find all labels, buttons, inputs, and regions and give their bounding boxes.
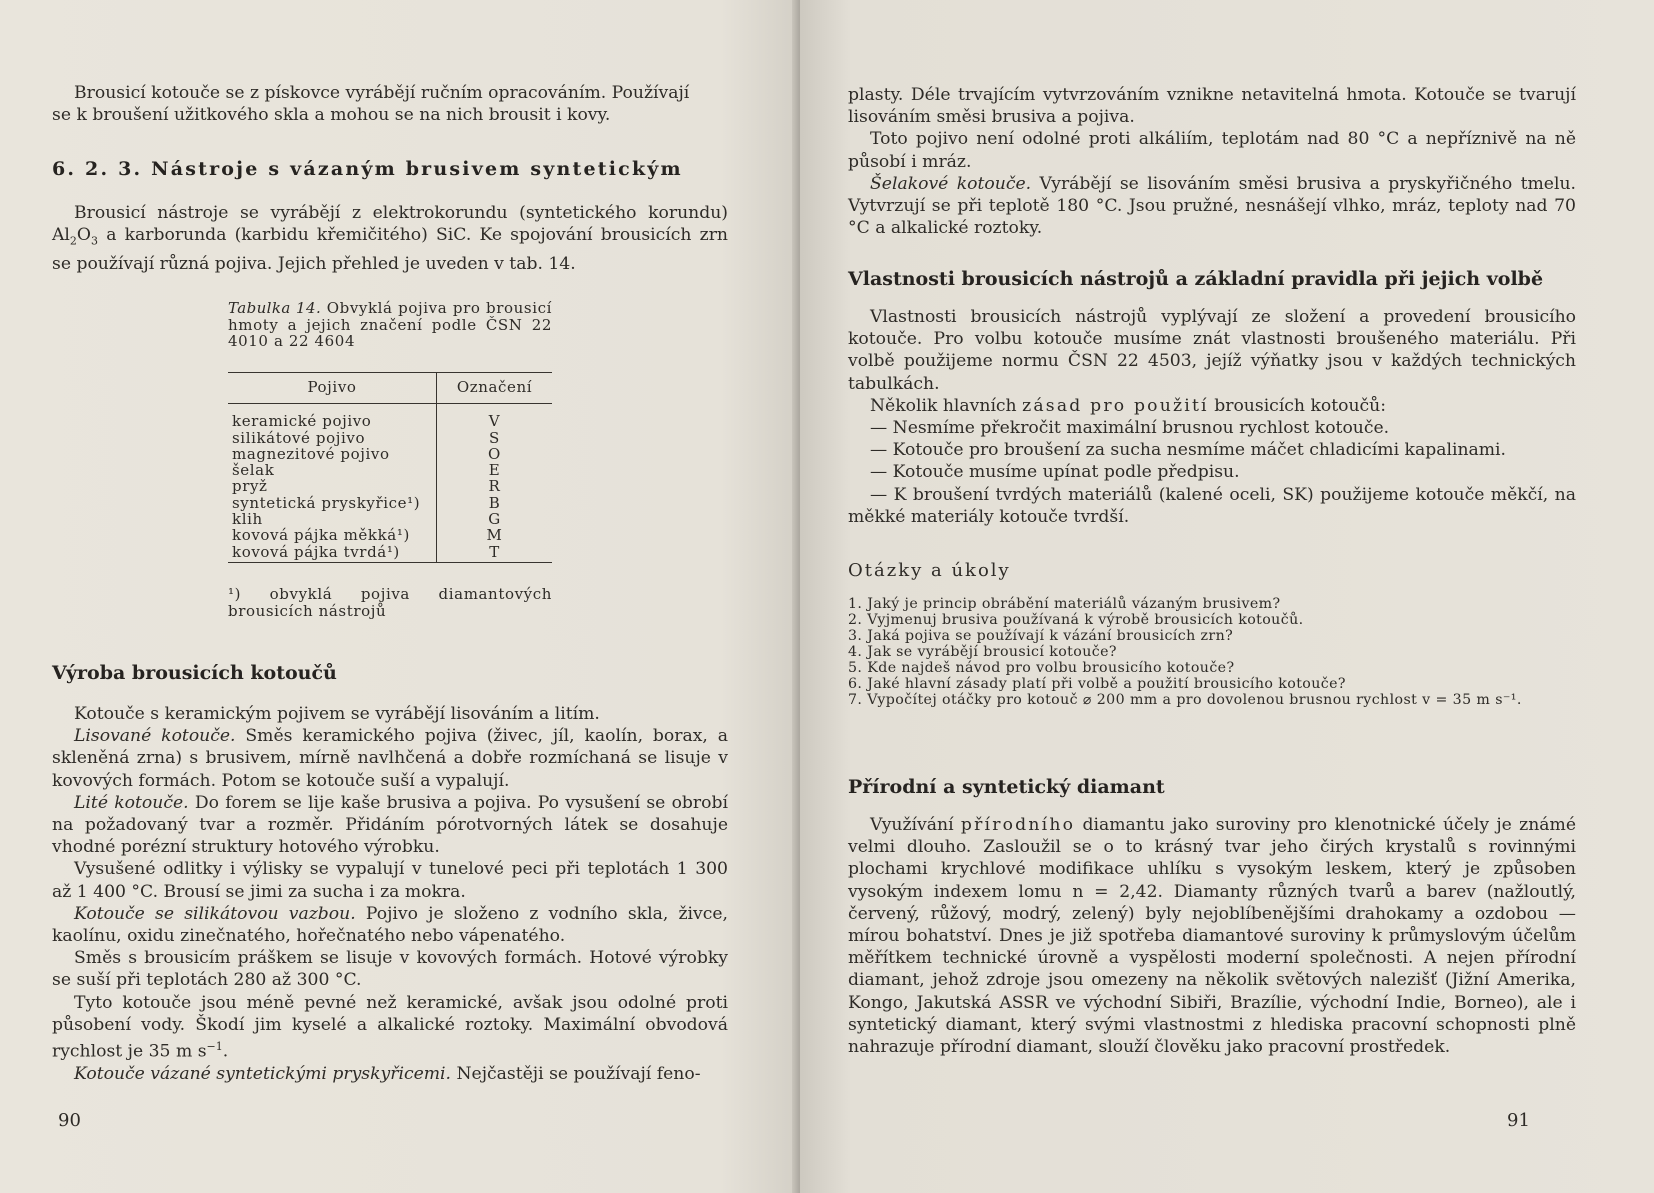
table-row [228, 462, 552, 478]
rule-1: — Nesmíme překročit maximální brusnou rychlost kotouče. [870, 418, 1390, 439]
diamant-title: Přírodní a syntetický diamant [848, 776, 1165, 798]
table-row [228, 404, 552, 430]
intro-line-2: se k broušení užitkového skla a mohou se na nich brousit i kovy. [52, 105, 611, 126]
vlastnosti-paragraph: Vlastnosti brousicích nástrojů vyplývají ze složení a provedení brousicího kotouče. Pro volbu kotouče musíme znát vlastnosti broušeného materiálu. Při volbě použijeme normu ČSN 22 4503, jejíž výňatky jsou v každých technických tabulkách. [848, 307, 1576, 394]
intro-paragraph [52, 82, 728, 126]
col-header-pojivo: Pojivo [228, 373, 437, 404]
vyroba-title: Výroba brousicích kotoučů [52, 662, 337, 684]
diamant-body [848, 814, 1576, 1058]
vysusene-paragraph: Vysušené odlitky i výlisky se vypalují v tunelové peci při teplotách 1 300 až 1 400 °C. Brousí se jimi za sucha i za mokra. [52, 859, 728, 902]
left-page [0, 0, 800, 1193]
cell-pojivo: klih [228, 511, 437, 527]
table-row [228, 544, 552, 563]
cell-znak: E [488, 461, 501, 480]
vyroba-heading-block [52, 662, 728, 684]
table-header-row [228, 373, 552, 404]
cell-pojivo: magnezitové pojivo [228, 446, 437, 462]
silikat-text: Pojivo je složeno z vodního skla, živce, kaolínu, oxidu zinečnatého, hořečnatého nebo vápenatého. [52, 903, 728, 947]
zasady-intro-b: zásad pro použití [1022, 395, 1209, 416]
table-row [228, 511, 552, 527]
table-caption-label: Tabulka 14. [228, 299, 322, 317]
col-header-oznaceni: Označení [437, 373, 553, 404]
table-row [228, 478, 552, 494]
table-row [228, 446, 552, 462]
tyto-text: Tyto kotouče jsou méně pevné než keramické, avšak jsou odolné proti působení vody. Škodí jim kyselé a alkalické roztoky. Maximální obvodová rychlost je 35 m s [52, 992, 728, 1062]
intro-line-1: Brousicí kotouče se z pískovce vyrábějí ručním opracováním. Používají [74, 83, 690, 103]
lite-paragraph [52, 792, 728, 859]
silikat-paragraph [52, 903, 728, 947]
cell-pojivo: syntetická pryskyřice¹) [228, 495, 437, 511]
zasady-intro [848, 395, 1576, 417]
cell-znak: B [488, 493, 501, 512]
formula-o: O [76, 225, 92, 246]
section-para-1: Brousicí nástroje se vyrábějí z elektrokorundu (syntetického korundu) [74, 203, 728, 223]
section-title: 6. 2. 3. Nástroje s vázaným brusivem syntetickým [52, 158, 683, 180]
selak-label: Šelakové kotouče. [870, 173, 1032, 194]
formula-al: Al [52, 225, 70, 246]
lisovane-label: Lisované kotouče. [74, 726, 236, 747]
question-item: 1. Jaký je princip obrábění materiálů vázaným brusivem? [848, 596, 1281, 613]
binders-table [228, 372, 552, 563]
toto-paragraph: Toto pojivo není odolné proti alkáliím, teplotám nad 80 °C a nepříznivě na ně působí i mráz. [848, 129, 1576, 172]
cell-pojivo: šelak [228, 462, 437, 478]
cell-znak: T [437, 544, 553, 563]
cell-znak: R [488, 477, 501, 496]
diamant-heading-block [848, 776, 1576, 798]
table-row [228, 430, 552, 446]
tyto-sup: −1 [206, 1040, 223, 1054]
question-item: 7. Vypočítej otáčky pro kotouč ⌀ 200 mm a pro dovolenou brusnou rychlost v = 35 m s⁻¹. [848, 692, 1522, 709]
synt-paragraph [52, 1063, 728, 1085]
question-item: 2. Vyjmenuj brusiva používaná k výrobě brousicích kotoučů. [848, 612, 1304, 629]
rule-3: — Kotouče musíme upínat podle předpisu. [870, 462, 1240, 483]
questions-list [848, 596, 1576, 708]
rule-4: — K broušení tvrdých materiálů (kalené oceli, SK) použijeme kotouče měkčí, na měkké materiály kotouče tvrdší. [848, 484, 1576, 527]
cell-znak: V [488, 412, 501, 431]
question-item: 4. Jak se vyrábějí brousicí kotouče? [848, 644, 1117, 661]
diamant-paragraph [848, 814, 1576, 1058]
selak-paragraph [848, 173, 1576, 240]
diamant-a: Využívání [870, 815, 954, 835]
cell-znak: M [486, 526, 503, 545]
table-row [228, 495, 552, 511]
tyto-paragraph [52, 992, 728, 1063]
cell-pojivo: keramické pojivo [228, 404, 437, 430]
otazky-title: Otázky a úkoly [848, 560, 1011, 581]
diamant-c: diamantu jako suroviny pro klenotnické účely je známé velmi dlouho. Zasloužil se o to krásný tvar jeho čirých krystalů s rovinnými plochami krychlové modifikace uhlíku s vysokým leskem, který je způsoben vysokým indexem lomu n = 2,42. Diamanty různých tvarů a barev (nažloutlý, červený, růžový, modrý, zelený) byly nejoblíbenějšími drahokamy a ozdobou — mírou bohatství. Dnes je již spotřeba diamantové suroviny k průmyslovým účelům měřítkem technické úrovně a vyspělosti moderní společnosti. A nejen přírodní diamant, jehož zdroje jsou omezeny na několik světových nalezišť (Jižní Amerika, Kongo, Jakutská ASSR ve východní Sibiři, Brazílie, východní Indie, Borneo), ale i syntetický diamant, který svými vlastnostmi z hlediska pracovní schopnosti plně nahrazuje přírodní diamant, slouží člověku jako pracovní prostředek. [848, 815, 1577, 1058]
cell-pojivo: kovová pájka měkká¹) [228, 527, 437, 543]
vlastnosti-heading-block [848, 268, 1576, 290]
diamant-b: přírodního [960, 815, 1076, 835]
vyroba-intro: Kotouče s keramickým pojivem se vyrábějí lisováním a litím. [74, 704, 600, 724]
smes-paragraph: Směs s brousicím práškem se lisuje v kovových formách. Hotové výrobky se suší při teplotách 280 až 300 °C. [52, 948, 728, 991]
vlastnosti-title: Vlastnosti brousicích nástrojů a základní pravidla při jejich volbě [848, 268, 1544, 290]
right-page [800, 0, 1654, 1193]
section-para-3: a karborunda (karbidu křemičitého) SiC. Ke spojování brousicích zrn se používají různá pojiva. Jejich přehled je uveden v tab. 14. [52, 225, 728, 274]
vyroba-body [52, 703, 728, 1085]
zasady-intro-c: brousicích kotoučů: [1214, 395, 1387, 416]
question-item: 6. Jaké hlavní zásady platí při volbě a použití brousicího kotouče? [848, 676, 1346, 693]
table-row [228, 527, 552, 543]
cell-pojivo: kovová pájka tvrdá¹) [228, 544, 437, 563]
section-heading-block [52, 158, 728, 180]
section-paragraph [52, 202, 728, 275]
cell-znak: S [489, 428, 500, 447]
right-top-body [848, 84, 1576, 239]
silikat-label: Kotouče se silikátovou vazbou. [74, 903, 356, 924]
rule-2: — Kotouče pro broušení za sucha nesmíme máčet chladicími kapalinami. [870, 440, 1507, 461]
lite-text: Do forem se lije kaše brusiva a pojiva. Po vysušení se obrobí na požadovaný tvar a rozměr. Přidáním pórotvorných látek se dosahuje vhodné porézní struktury hotového výrobku. [52, 792, 728, 858]
synt-label: Kotouče vázané syntetickými pryskyřicemi. [74, 1063, 452, 1084]
zasady-intro-a: Několik hlavních [870, 395, 1017, 416]
lite-label: Lité kotouče. [74, 792, 189, 813]
otazky-block [848, 560, 1576, 708]
question-item: 3. Jaká pojiva se používají k vázání brousicích zrn? [848, 628, 1234, 645]
plasty-paragraph: plasty. Déle trvajícím vytvrzováním vznikne netavitelná hmota. Kotouče se tvarují lisováním směsi brusiva a pojiva. [848, 85, 1576, 128]
page-number-right: 91 [1507, 1110, 1530, 1131]
table-footnote: ¹) obvyklá pojiva diamantových brousicích nástrojů [228, 585, 552, 620]
formula-sub-2: 2 [69, 234, 77, 248]
table-caption-text: Obvyklá pojiva pro brousicí hmoty a jejich značení podle ČSN 22 4010 a 22 4604 [228, 299, 553, 350]
cell-znak: G [488, 510, 501, 529]
selak-text: Vyrábějí se lisováním směsi brusiva a pryskyřičného tmelu. Vytvrzují se při teplotě 180 °C. Jsou pružné, nesnášejí vlhko, mráz, teploty nad 70 °C a alkalické roztoky. [848, 173, 1576, 239]
cell-znak: O [488, 444, 501, 463]
cell-pojivo: silikátové pojivo [228, 430, 437, 446]
vlastnosti-body [848, 306, 1576, 528]
table-caption [228, 300, 552, 350]
cell-pojivo: pryž [228, 478, 437, 494]
question-item: 5. Kde najdeš návod pro volbu brousicího kotouče? [848, 660, 1235, 677]
lisovane-text: Směs keramického pojiva (živec, jíl, kaolín, borax, a skleněná zrna) s brusivem, mírně navlhčená a dobře rozmíchaná se lisuje v kovových formách. Potom se kotouče suší a vypalují. [52, 726, 729, 791]
page-number-left: 90 [58, 1110, 81, 1131]
formula-sub-3: 3 [91, 234, 99, 248]
lisovane-paragraph [52, 725, 728, 792]
tyto-end: . [222, 1041, 229, 1062]
synt-text: Nejčastěji se používají feno- [456, 1063, 701, 1084]
